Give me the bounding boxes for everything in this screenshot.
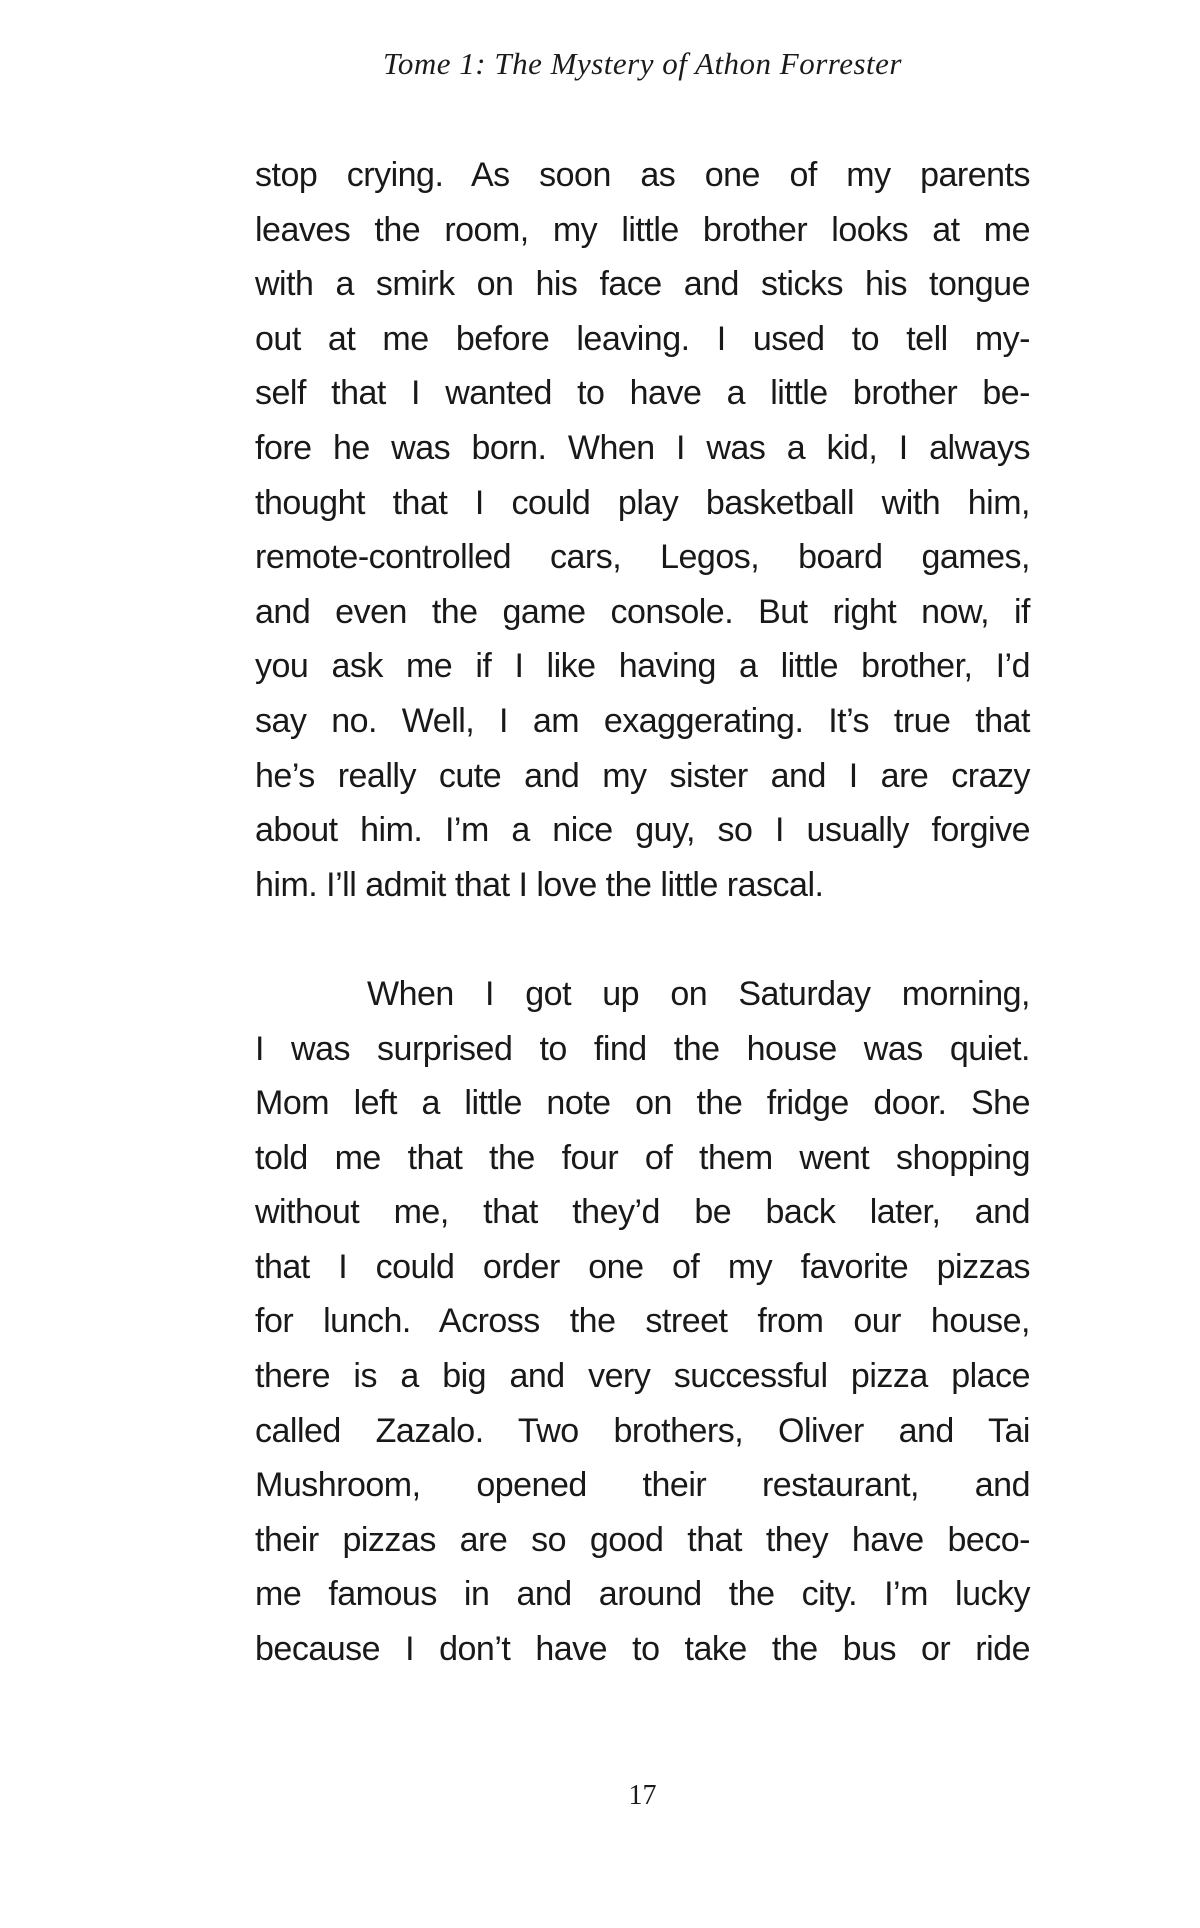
- body-line: about him. I’m a nice guy, so I usually forgive: [255, 811, 1030, 850]
- page-number: 17: [628, 1780, 657, 1811]
- body-line: their pizzas are so good that they have beco-: [255, 1520, 1030, 1559]
- body-line: him. I’ll admit that I love the little rascal.: [255, 865, 824, 904]
- paragraph: [255, 148, 1030, 912]
- paragraph: [255, 967, 1030, 1677]
- body-line: there is a big and very successful pizza place: [255, 1357, 1030, 1396]
- running-header: Tome 1: The Mystery of Athon Forrester: [383, 46, 902, 81]
- body-line: When I got up on Saturday morning,: [367, 974, 1030, 1013]
- body-line: and even the game console. But right now, if: [255, 592, 1030, 631]
- body-line: Mom left a little note on the fridge door. She: [255, 1084, 1030, 1123]
- body-line: with a smirk on his face and sticks his tongue: [255, 265, 1030, 304]
- body-line: self that I wanted to have a little brother be-: [255, 374, 1030, 413]
- body-line: fore he was born. When I was a kid, I always: [255, 428, 1030, 467]
- body-line: stop crying. As soon as one of my parents: [255, 156, 1030, 194]
- body-line: that I could order one of my favorite pizzas: [255, 1247, 1030, 1286]
- body-line: he’s really cute and my sister and I are crazy: [255, 756, 1030, 795]
- body-line: out at me before leaving. I used to tell my-: [255, 319, 1030, 358]
- body-line: without me, that they’d be back later, and: [255, 1193, 1030, 1232]
- body-line: because I don’t have to take the bus or ride: [255, 1630, 1030, 1669]
- page-body: [255, 148, 1030, 1731]
- body-line: remote-controlled cars, Legos, board games,: [255, 538, 1030, 577]
- body-line: called Zazalo. Two brothers, Oliver and Tai: [255, 1411, 1030, 1450]
- body-line: say no. Well, I am exaggerating. It’s true that: [255, 701, 1030, 740]
- body-line: for lunch. Across the street from our house,: [255, 1302, 1030, 1341]
- body-line: me famous in and around the city. I’m lucky: [255, 1575, 1030, 1614]
- body-line: I was surprised to find the house was quiet.: [255, 1029, 1030, 1068]
- body-line: thought that I could play basketball with him,: [255, 483, 1030, 522]
- body-line: Mushroom, opened their restaurant, and: [255, 1466, 1030, 1505]
- body-line: leaves the room, my little brother looks at me: [255, 210, 1030, 249]
- body-line: told me that the four of them went shopping: [255, 1138, 1030, 1177]
- body-line: you ask me if I like having a little brother, I’d: [255, 647, 1030, 686]
